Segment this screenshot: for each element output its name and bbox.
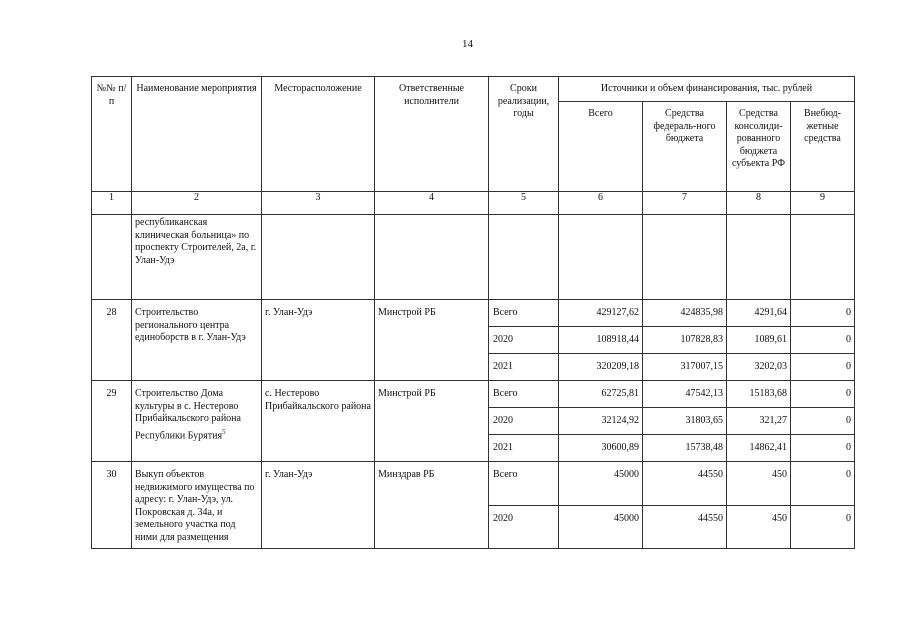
term-cell: Всего <box>489 381 559 408</box>
total-cell: 108918,44 <box>559 327 643 354</box>
column-number-row <box>92 192 855 215</box>
header-name: Наименование мероприятия <box>132 77 262 192</box>
header-total: Всего <box>559 102 643 192</box>
empty-cell <box>489 215 559 300</box>
measure-name-text: Выкуп объектов недвижимого имущества по адресу: г. Улан-Удэ, ул. Покровская д. 34а, и земельного участка под ними для размещения <box>135 469 255 543</box>
subject-cell: 14862,41 <box>727 435 791 462</box>
col-number: 6 <box>559 192 643 215</box>
col-number: 3 <box>262 192 375 215</box>
financing-table <box>91 76 855 549</box>
federal-cell: 47542,13 <box>643 381 727 408</box>
measure-name <box>132 300 262 381</box>
empty-cell <box>643 215 727 300</box>
page-number: 14 <box>462 38 473 50</box>
term-cell: Всего <box>489 300 559 327</box>
header-no: №№ п/п <box>92 77 132 192</box>
table-row <box>92 381 855 408</box>
continuation-name: республиканская клиническая больница» по проспекту Строителей, 2а, г. Улан-Удэ <box>132 215 262 300</box>
col-number: 2 <box>132 192 262 215</box>
term-cell: 2021 <box>489 435 559 462</box>
footnote-mark: 5 <box>222 427 226 436</box>
federal-cell: 424835,98 <box>643 300 727 327</box>
empty-cell <box>559 215 643 300</box>
header-row-top <box>92 77 855 102</box>
extra-cell: 0 <box>791 300 855 327</box>
federal-cell: 44550 <box>643 505 727 549</box>
federal-cell: 15738,48 <box>643 435 727 462</box>
subject-cell: 4291,64 <box>727 300 791 327</box>
measure-name <box>132 462 262 549</box>
executor: Минздрав РБ <box>375 462 489 549</box>
empty-cell <box>791 215 855 300</box>
measure-name-text: Строительство Дома культуры в с. Нестерово Прибайкальского района Республики Бурятия <box>135 388 241 441</box>
measure-name <box>132 381 262 462</box>
total-cell: 62725,81 <box>559 381 643 408</box>
col-number: 9 <box>791 192 855 215</box>
empty-cell <box>262 215 375 300</box>
subject-cell: 3202,03 <box>727 354 791 381</box>
federal-cell: 44550 <box>643 462 727 506</box>
extra-cell: 0 <box>791 408 855 435</box>
row-number: 30 <box>92 462 132 549</box>
row-number: 28 <box>92 300 132 381</box>
measure-name-text: Строительство регионального центра единоборств в г. Улан-Удэ <box>135 307 246 343</box>
continuation-row <box>92 215 855 300</box>
extra-cell: 0 <box>791 435 855 462</box>
subject-cell: 15183,68 <box>727 381 791 408</box>
header-federal: Средства федераль-ного бюджета <box>643 102 727 192</box>
table-row <box>92 300 855 327</box>
federal-cell: 317007,15 <box>643 354 727 381</box>
header-extra: Внебюд-жетные средства <box>791 102 855 192</box>
col-number: 7 <box>643 192 727 215</box>
empty-cell <box>375 215 489 300</box>
location: с. Нестерово Прибайкальского района <box>262 381 375 462</box>
federal-cell: 31803,65 <box>643 408 727 435</box>
col-number: 1 <box>92 192 132 215</box>
continuation-no <box>92 215 132 300</box>
extra-cell: 0 <box>791 354 855 381</box>
location: г. Улан-Удэ <box>262 300 375 381</box>
row-number: 29 <box>92 381 132 462</box>
extra-cell: 0 <box>791 381 855 408</box>
subject-cell: 450 <box>727 505 791 549</box>
col-number: 4 <box>375 192 489 215</box>
executor: Минстрой РБ <box>375 381 489 462</box>
total-cell: 45000 <box>559 462 643 506</box>
header-funding: Источники и объем финансирования, тыс. рублей <box>559 77 855 102</box>
extra-cell: 0 <box>791 327 855 354</box>
term-cell: 2020 <box>489 327 559 354</box>
total-cell: 429127,62 <box>559 300 643 327</box>
term-cell: Всего <box>489 462 559 506</box>
location: г. Улан-Удэ <box>262 462 375 549</box>
header-subject: Средства консолиди-рованного бюджета субъекта РФ <box>727 102 791 192</box>
total-cell: 320209,18 <box>559 354 643 381</box>
federal-cell: 107828,83 <box>643 327 727 354</box>
executor: Минстрой РБ <box>375 300 489 381</box>
header-term: Сроки реализации, годы <box>489 77 559 192</box>
subject-cell: 321,27 <box>727 408 791 435</box>
header-location: Месторасположение <box>262 77 375 192</box>
header-executor: Ответственные исполнители <box>375 77 489 192</box>
extra-cell: 0 <box>791 462 855 506</box>
term-cell: 2020 <box>489 505 559 549</box>
total-cell: 45000 <box>559 505 643 549</box>
term-cell: 2021 <box>489 354 559 381</box>
extra-cell: 0 <box>791 505 855 549</box>
col-number: 8 <box>727 192 791 215</box>
subject-cell: 1089,61 <box>727 327 791 354</box>
col-number: 5 <box>489 192 559 215</box>
term-cell: 2020 <box>489 408 559 435</box>
subject-cell: 450 <box>727 462 791 506</box>
total-cell: 32124,92 <box>559 408 643 435</box>
table-row <box>92 462 855 506</box>
empty-cell <box>727 215 791 300</box>
total-cell: 30600,89 <box>559 435 643 462</box>
